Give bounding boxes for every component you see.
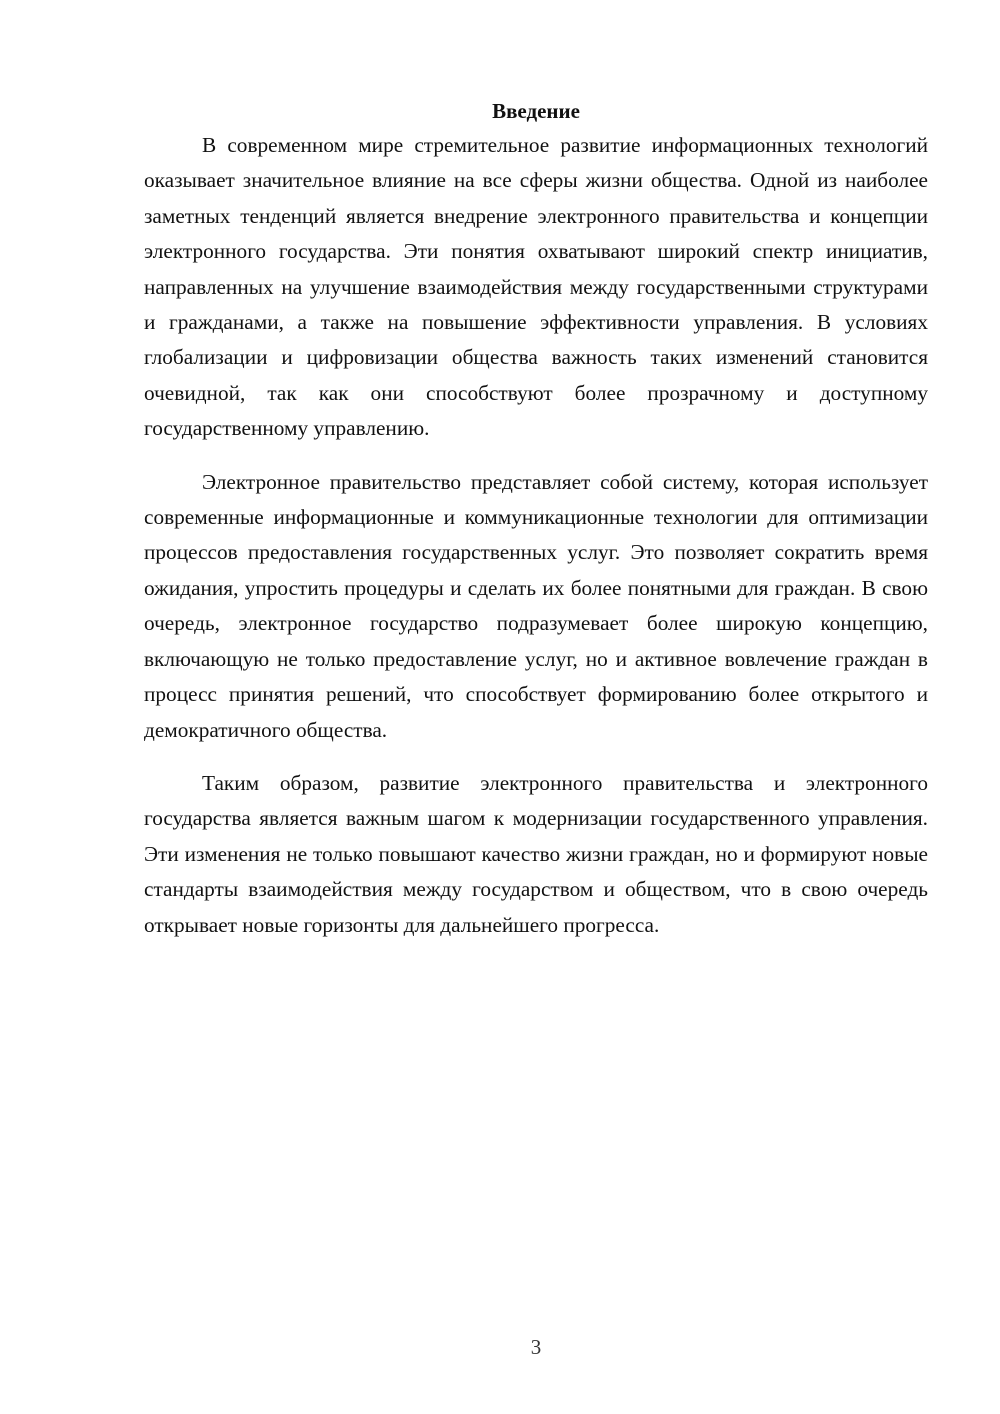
paragraph-intro: В современном мире стремительное развитие информационных технологий оказывает значительное влияние на все сферы жизни общества. Одной из наиболее заметных тенденций является внедрение электронного правительства и концепции электронного государства. Эти понятия охватывают широкий спектр инициатив, направленных на улучшение взаимодействия между государственными структурами и гражданами, а также на повышение эффективности управления. В условиях глобализации и цифровизации общества важность таких изменений становится очевидной, так как они способствуют более прозрачному и доступному государственному управлению. (144, 133, 928, 441)
section-title: Введение (492, 99, 580, 123)
document-body (144, 94, 928, 943)
paragraph-e-government: Электронное правительство представляет собой систему, которая использует современные информационные и коммуникационные технологии для оптимизации процессов предоставления государственных услуг. Это позволяет сократить время ожидания, упростить процедуры и сделать их более понятными для граждан. В свою очередь, электронное государство подразумевает более широкую концепцию, включающую не только предоставление услуг, но и активное вовлечение граждан в процесс принятия решений, что способствует формированию более открытого и демократичного общества. (144, 469, 928, 742)
page-number: 3 (530, 1335, 542, 1359)
paragraph-conclusion: Таким образом, развитие электронного правительства и электронного государства является важным шагом к модернизации государственного управления. Эти изменения не только повышают качество жизни граждан, но и формируют новые стандарты взаимодействия между государством и обществом, что в свою очередь открывает новые горизонты для дальнейшего прогресса. (144, 770, 928, 937)
